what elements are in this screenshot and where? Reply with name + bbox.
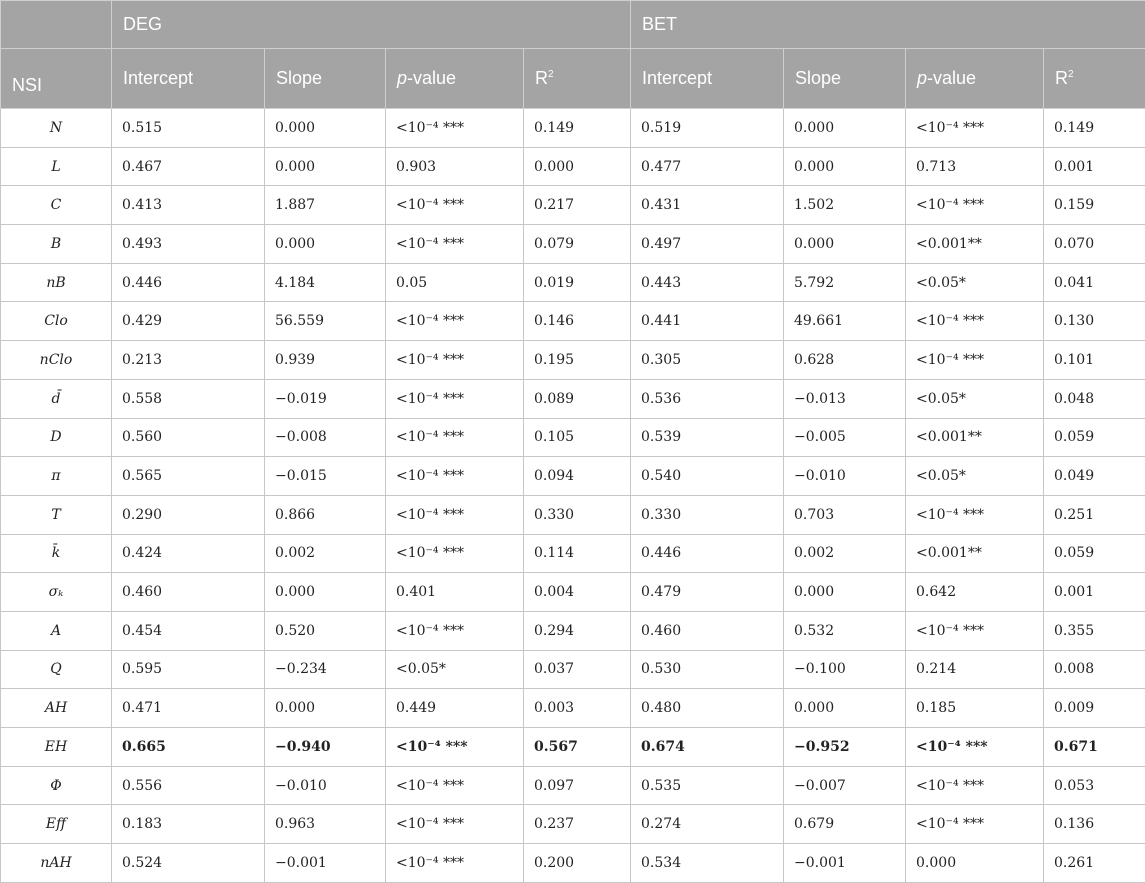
- table-row: [1, 650, 1145, 689]
- deg-slope-cell: 0.963: [265, 805, 386, 844]
- deg-r2-cell: 0.037: [524, 650, 631, 689]
- table-row: [1, 418, 1145, 457]
- bet-pvalue-cell: 0.214: [906, 650, 1044, 689]
- bet-intercept-cell: 0.674: [631, 728, 784, 767]
- deg-slope-cell: −0.010: [265, 766, 386, 805]
- bet-slope-cell: −0.001: [784, 844, 906, 883]
- bet-pvalue-cell: <0.05*: [906, 457, 1044, 496]
- deg-r2-cell: 0.149: [524, 109, 631, 148]
- deg-pvalue-cell: <10⁻⁴ ***: [386, 766, 524, 805]
- deg-intercept-cell: 0.290: [112, 495, 265, 534]
- deg-intercept-cell: 0.213: [112, 341, 265, 380]
- deg-pvalue-cell: <10⁻⁴ ***: [386, 611, 524, 650]
- column-header-superscript: 2: [548, 69, 554, 80]
- nsi-cell: A: [1, 611, 112, 650]
- bet-pvalue-cell: 0.713: [906, 147, 1044, 186]
- table-row: [1, 379, 1145, 418]
- column-header-suffix: -value: [407, 68, 456, 88]
- deg-slope-cell: 56.559: [265, 302, 386, 341]
- nsi-cell: N: [1, 109, 112, 148]
- nsi-cell: Clo: [1, 302, 112, 341]
- bet-intercept-cell: 0.497: [631, 225, 784, 264]
- deg-pvalue-cell: 0.05: [386, 263, 524, 302]
- deg-slope-cell: −0.001: [265, 844, 386, 883]
- bet-intercept-cell: 0.535: [631, 766, 784, 805]
- deg-slope-cell: −0.015: [265, 457, 386, 496]
- deg-r2-cell: 0.089: [524, 379, 631, 418]
- deg-r2-cell: 0.105: [524, 418, 631, 457]
- deg-pvalue-cell: <0.05*: [386, 650, 524, 689]
- column-header-label: R: [1055, 68, 1068, 88]
- nsi-cell: D: [1, 418, 112, 457]
- bet-r2-cell: 0.355: [1044, 611, 1145, 650]
- nsi-cell: nB: [1, 263, 112, 302]
- bet-slope-cell: −0.005: [784, 418, 906, 457]
- corner-cell: [1, 1, 112, 49]
- deg-intercept-cell: 0.429: [112, 302, 265, 341]
- table-body: [1, 109, 1145, 883]
- deg-pvalue-cell: <10⁻⁴ ***: [386, 534, 524, 573]
- bet-slope-cell: 5.792: [784, 263, 906, 302]
- nsi-cell: π: [1, 457, 112, 496]
- column-header-suffix: -value: [927, 68, 976, 88]
- table-row: [1, 728, 1145, 767]
- bet-slope-cell: 0.000: [784, 147, 906, 186]
- nsi-cell: L: [1, 147, 112, 186]
- deg-pvalue-cell: <10⁻⁴ ***: [386, 225, 524, 264]
- table-row: [1, 844, 1145, 883]
- deg-pvalue-cell: <10⁻⁴ ***: [386, 495, 524, 534]
- bet-slope-cell: 0.532: [784, 611, 906, 650]
- bet-slope-cell: 0.703: [784, 495, 906, 534]
- deg-pvalue-cell: 0.401: [386, 573, 524, 612]
- nsi-cell: d̄: [1, 379, 112, 418]
- column-header-p-symbol: p: [917, 68, 927, 88]
- bet-slope-cell: −0.013: [784, 379, 906, 418]
- bet-r2-cell: 0.136: [1044, 805, 1145, 844]
- bet-pvalue-cell: <0.05*: [906, 263, 1044, 302]
- deg-r2-cell: 0.195: [524, 341, 631, 380]
- bet-intercept-cell: 0.479: [631, 573, 784, 612]
- bet-r2-cell: 0.101: [1044, 341, 1145, 380]
- column-header-1: [265, 49, 386, 109]
- deg-slope-cell: 0.000: [265, 109, 386, 148]
- nsi-cell: Q: [1, 650, 112, 689]
- bet-pvalue-cell: 0.000: [906, 844, 1044, 883]
- column-header-p-symbol: p: [397, 68, 407, 88]
- deg-r2-cell: 0.146: [524, 302, 631, 341]
- deg-pvalue-cell: <10⁻⁴ ***: [386, 728, 524, 767]
- deg-r2-cell: 0.330: [524, 495, 631, 534]
- table-row: [1, 263, 1145, 302]
- deg-slope-cell: 1.887: [265, 186, 386, 225]
- bet-slope-cell: 49.661: [784, 302, 906, 341]
- bet-intercept-cell: 0.519: [631, 109, 784, 148]
- deg-slope-cell: 4.184: [265, 263, 386, 302]
- bet-intercept-cell: 0.540: [631, 457, 784, 496]
- bet-slope-cell: −0.100: [784, 650, 906, 689]
- bet-pvalue-cell: <10⁻⁴ ***: [906, 611, 1044, 650]
- column-header-7: [1044, 49, 1145, 109]
- deg-intercept-cell: 0.424: [112, 534, 265, 573]
- column-header-superscript: 2: [1068, 69, 1074, 80]
- deg-intercept-cell: 0.556: [112, 766, 265, 805]
- bet-slope-cell: 1.502: [784, 186, 906, 225]
- column-header-row: [1, 49, 1145, 109]
- deg-r2-cell: 0.097: [524, 766, 631, 805]
- table-row: [1, 147, 1145, 186]
- bet-slope-cell: 0.000: [784, 689, 906, 728]
- deg-intercept-cell: 0.413: [112, 186, 265, 225]
- table-row: [1, 534, 1145, 573]
- column-header-label: Intercept: [642, 68, 712, 88]
- deg-intercept-cell: 0.595: [112, 650, 265, 689]
- nsi-cell: EH: [1, 728, 112, 767]
- bet-pvalue-cell: <10⁻⁴ ***: [906, 109, 1044, 148]
- bet-r2-cell: 0.001: [1044, 147, 1145, 186]
- bet-pvalue-cell: <0.001**: [906, 225, 1044, 264]
- bet-intercept-cell: 0.480: [631, 689, 784, 728]
- deg-r2-cell: 0.094: [524, 457, 631, 496]
- bet-r2-cell: 0.049: [1044, 457, 1145, 496]
- bet-intercept-cell: 0.477: [631, 147, 784, 186]
- table-row: [1, 611, 1145, 650]
- bet-slope-cell: 0.628: [784, 341, 906, 380]
- group-header-bet: BET: [631, 1, 1145, 49]
- deg-r2-cell: 0.114: [524, 534, 631, 573]
- bet-intercept-cell: 0.460: [631, 611, 784, 650]
- deg-slope-cell: 0.520: [265, 611, 386, 650]
- deg-intercept-cell: 0.515: [112, 109, 265, 148]
- bet-r2-cell: 0.009: [1044, 689, 1145, 728]
- deg-intercept-cell: 0.524: [112, 844, 265, 883]
- table-row: [1, 109, 1145, 148]
- deg-intercept-cell: 0.560: [112, 418, 265, 457]
- deg-slope-cell: −0.940: [265, 728, 386, 767]
- column-header-2: [386, 49, 524, 109]
- bet-pvalue-cell: <10⁻⁴ ***: [906, 766, 1044, 805]
- bet-pvalue-cell: <10⁻⁴ ***: [906, 186, 1044, 225]
- bet-pvalue-cell: 0.185: [906, 689, 1044, 728]
- deg-slope-cell: −0.008: [265, 418, 386, 457]
- deg-slope-cell: 0.002: [265, 534, 386, 573]
- nsi-cell: σₖ: [1, 573, 112, 612]
- table-row: [1, 495, 1145, 534]
- bet-r2-cell: 0.001: [1044, 573, 1145, 612]
- deg-r2-cell: 0.079: [524, 225, 631, 264]
- deg-intercept-cell: 0.454: [112, 611, 265, 650]
- deg-intercept-cell: 0.446: [112, 263, 265, 302]
- bet-pvalue-cell: <10⁻⁴ ***: [906, 341, 1044, 380]
- deg-slope-cell: 0.000: [265, 147, 386, 186]
- table-row: [1, 302, 1145, 341]
- table-row: [1, 341, 1145, 380]
- deg-slope-cell: 0.000: [265, 225, 386, 264]
- bet-r2-cell: 0.041: [1044, 263, 1145, 302]
- bet-r2-cell: 0.059: [1044, 534, 1145, 573]
- bet-intercept-cell: 0.441: [631, 302, 784, 341]
- bet-r2-cell: 0.070: [1044, 225, 1145, 264]
- nsi-cell: nAH: [1, 844, 112, 883]
- deg-intercept-cell: 0.565: [112, 457, 265, 496]
- bet-intercept-cell: 0.530: [631, 650, 784, 689]
- column-header-4: [631, 49, 784, 109]
- nsi-cell: AH: [1, 689, 112, 728]
- table-row: [1, 805, 1145, 844]
- deg-intercept-cell: 0.558: [112, 379, 265, 418]
- deg-slope-cell: −0.019: [265, 379, 386, 418]
- deg-intercept-cell: 0.493: [112, 225, 265, 264]
- bet-r2-cell: 0.059: [1044, 418, 1145, 457]
- bet-pvalue-cell: <0.001**: [906, 418, 1044, 457]
- bet-r2-cell: 0.251: [1044, 495, 1145, 534]
- deg-pvalue-cell: <10⁻⁴ ***: [386, 109, 524, 148]
- table-row: [1, 225, 1145, 264]
- table-row: [1, 689, 1145, 728]
- bet-intercept-cell: 0.539: [631, 418, 784, 457]
- bet-slope-cell: 0.000: [784, 109, 906, 148]
- deg-slope-cell: 0.000: [265, 689, 386, 728]
- bet-intercept-cell: 0.305: [631, 341, 784, 380]
- deg-r2-cell: 0.294: [524, 611, 631, 650]
- deg-slope-cell: 0.939: [265, 341, 386, 380]
- table-row: [1, 186, 1145, 225]
- column-header-0: [112, 49, 265, 109]
- bet-r2-cell: 0.149: [1044, 109, 1145, 148]
- column-header-nsi: NSI: [1, 49, 112, 109]
- deg-pvalue-cell: <10⁻⁴ ***: [386, 805, 524, 844]
- bet-intercept-cell: 0.446: [631, 534, 784, 573]
- column-header-label: R: [535, 68, 548, 88]
- bet-slope-cell: −0.007: [784, 766, 906, 805]
- deg-pvalue-cell: <10⁻⁴ ***: [386, 302, 524, 341]
- deg-pvalue-cell: <10⁻⁴ ***: [386, 418, 524, 457]
- deg-intercept-cell: 0.467: [112, 147, 265, 186]
- column-header-label: Slope: [276, 68, 322, 88]
- column-header-3: [524, 49, 631, 109]
- column-header-label: Intercept: [123, 68, 193, 88]
- deg-pvalue-cell: <10⁻⁴ ***: [386, 341, 524, 380]
- bet-pvalue-cell: <10⁻⁴ ***: [906, 805, 1044, 844]
- bet-pvalue-cell: <10⁻⁴ ***: [906, 495, 1044, 534]
- deg-r2-cell: 0.200: [524, 844, 631, 883]
- bet-pvalue-cell: <0.05*: [906, 379, 1044, 418]
- table-row: [1, 573, 1145, 612]
- column-header-5: [784, 49, 906, 109]
- deg-intercept-cell: 0.665: [112, 728, 265, 767]
- bet-slope-cell: 0.000: [784, 573, 906, 612]
- bet-r2-cell: 0.130: [1044, 302, 1145, 341]
- bet-r2-cell: 0.159: [1044, 186, 1145, 225]
- deg-r2-cell: 0.004: [524, 573, 631, 612]
- bet-slope-cell: 0.679: [784, 805, 906, 844]
- deg-intercept-cell: 0.460: [112, 573, 265, 612]
- bet-pvalue-cell: 0.642: [906, 573, 1044, 612]
- bet-intercept-cell: 0.330: [631, 495, 784, 534]
- table-row: [1, 457, 1145, 496]
- nsi-cell: B: [1, 225, 112, 264]
- bet-r2-cell: 0.048: [1044, 379, 1145, 418]
- bet-intercept-cell: 0.274: [631, 805, 784, 844]
- nsi-cell: T: [1, 495, 112, 534]
- deg-pvalue-cell: <10⁻⁴ ***: [386, 844, 524, 883]
- deg-r2-cell: 0.003: [524, 689, 631, 728]
- bet-r2-cell: 0.671: [1044, 728, 1145, 767]
- deg-slope-cell: −0.234: [265, 650, 386, 689]
- nsi-cell: k̄: [1, 534, 112, 573]
- nsi-cell: nClo: [1, 341, 112, 380]
- deg-intercept-cell: 0.471: [112, 689, 265, 728]
- bet-intercept-cell: 0.536: [631, 379, 784, 418]
- nsi-cell: Φ: [1, 766, 112, 805]
- bet-intercept-cell: 0.534: [631, 844, 784, 883]
- deg-pvalue-cell: <10⁻⁴ ***: [386, 379, 524, 418]
- deg-r2-cell: 0.019: [524, 263, 631, 302]
- nsi-cell: C: [1, 186, 112, 225]
- column-header-6: [906, 49, 1044, 109]
- deg-pvalue-cell: <10⁻⁴ ***: [386, 457, 524, 496]
- deg-pvalue-cell: 0.903: [386, 147, 524, 186]
- bet-intercept-cell: 0.443: [631, 263, 784, 302]
- bet-intercept-cell: 0.431: [631, 186, 784, 225]
- bet-r2-cell: 0.261: [1044, 844, 1145, 883]
- group-header-row: [1, 1, 1145, 49]
- deg-intercept-cell: 0.183: [112, 805, 265, 844]
- deg-r2-cell: 0.000: [524, 147, 631, 186]
- table-row: [1, 766, 1145, 805]
- deg-slope-cell: 0.000: [265, 573, 386, 612]
- deg-pvalue-cell: 0.449: [386, 689, 524, 728]
- bet-slope-cell: −0.010: [784, 457, 906, 496]
- deg-r2-cell: 0.217: [524, 186, 631, 225]
- bet-slope-cell: 0.002: [784, 534, 906, 573]
- bet-r2-cell: 0.008: [1044, 650, 1145, 689]
- bet-pvalue-cell: <10⁻⁴ ***: [906, 728, 1044, 767]
- deg-r2-cell: 0.567: [524, 728, 631, 767]
- deg-slope-cell: 0.866: [265, 495, 386, 534]
- deg-pvalue-cell: <10⁻⁴ ***: [386, 186, 524, 225]
- bet-pvalue-cell: <0.001**: [906, 534, 1044, 573]
- group-header-deg: DEG: [112, 1, 631, 49]
- bet-pvalue-cell: <10⁻⁴ ***: [906, 302, 1044, 341]
- bet-slope-cell: −0.952: [784, 728, 906, 767]
- bet-slope-cell: 0.000: [784, 225, 906, 264]
- bet-r2-cell: 0.053: [1044, 766, 1145, 805]
- nsi-cell: Eff: [1, 805, 112, 844]
- column-header-label: Slope: [795, 68, 841, 88]
- deg-r2-cell: 0.237: [524, 805, 631, 844]
